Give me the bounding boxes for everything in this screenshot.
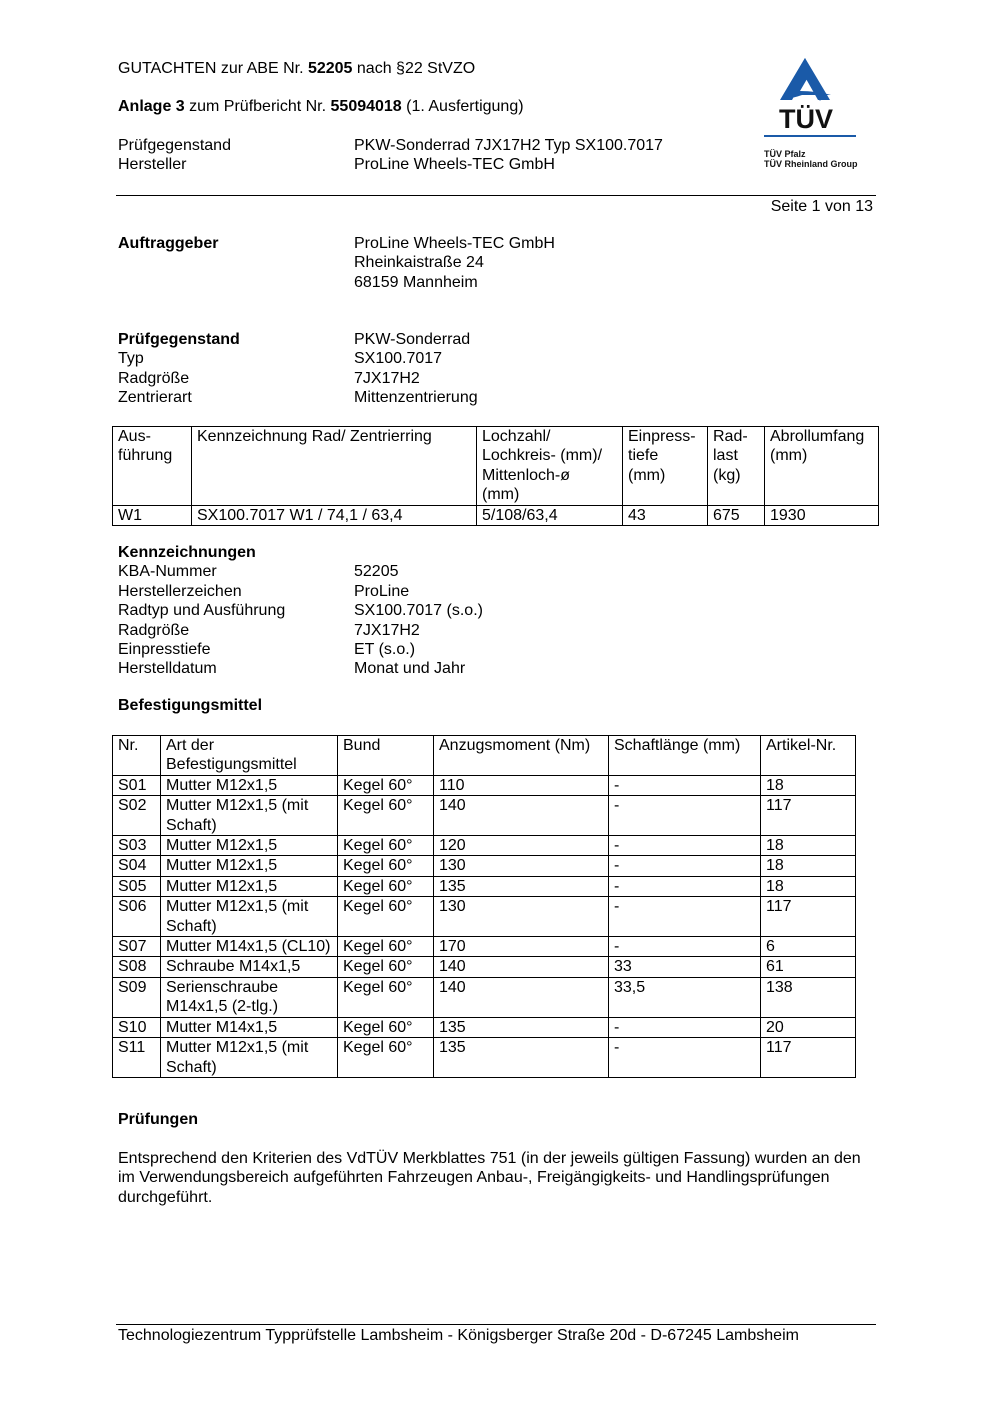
marking-value: Monat und Jahr [354,660,466,678]
table-header-cell: Rad- last (kg) [708,427,765,506]
markings-title: Kennzeichnungen [118,544,256,561]
document-page: GUTACHTEN zur ABE Nr. 52205 nach §22 StVZO Anlage 3 zum Prüfbericht Nr. 55094018 (1. Ausfertigung) Prüfgegenstand PKW-Sonderrad 7JX17H2 Typ SX100.7017 Hersteller ProLine Wheels-TEC GmbH TÜV TÜV Pfalz TÜV Rheinland Group Seite 1 von 13 Auftraggeber ProLine Wheels-TEC GmbH Rheinkaistraße 24 68159 Mannheim Prüfgegenstand PKW-Sonderrad Typ SX100.7017 Radgröße 7JX17H2 Zentrierart Mittenzentrierung Aus- führung Kennzeichnung Rad/ Zentrierring Lochzahl/ Lochkreis- (mm)/ Mittenloch-ø (mm) Einpress- tiefe (mm) Rad- last (kg) Abrollumfang (mm) W1 SX100.7017 W1 / 74,1 / 63,4 5/108/63,4 43 675 1930 Kennzeichnungen KBA-Nummer 52205 Herstellerzeichen ProLine Radtyp und Ausführung SX100.7017 (s.o.) Radgröße 7JX17H2 Einpresstiefe ET (s.o.) Herstelldatum Monat und Jahr Befestigungsmittel Nr. Art der Befestigungsmittel Bund Anzugsmoment (Nm) Schaftlänge (mm) Artikel-Nr. S01 Mutter M12x1,5 Kegel 60° 110 - 18 S02 Mutter M12x1,5 (mit Schaft) Kegel 60° 140 - 117 S03 Mutter M12x1,5 Kegel 60° 120 - 18 S04 Mutter M12x1,5 Kegel 60° 130 - 18 S05 Mutter M12x1,5 Kegel 60° 135 - 18 S06 Mutter M12x1,5 (mit Schaft) Kegel 60° 130 - 117 S07 Mutter M14x1,5 (CL10) Kegel 60° 170 - 6 S08 Schraube M14x1,5 Kegel 60° 140 33 61 S09 Serienschraube M14x1,5 (2-tlg.) Kegel 60° 140 33,5 138 S10 Mutter M14x1,5 Kegel 60° 135 - 20 S11 Mutter M12x1,5 (mit Schaft) Kegel 60° 135 - 117 Prüfungen Entsprechend den Kriterien des VdTÜV Merkblattes 751 (in der jeweils gültigen Fassung) wurden an den im Verwendungsbereich aufgeführten Fahrzeugen Anbau-, Freigängigkeits- und Handlingsprüfungen durchgeführt. Technologiezentrum Typprüfstelle Lambsheim - Königsberger Straße 20d - D-67245 Lambsheim [0,0,992,1404]
svg-text:TÜV Rheinland Group: TÜV Rheinland Group [764,159,858,169]
marking-label: Radgröße [118,621,190,639]
table-cell: 135 [434,876,609,896]
table-cell: Kegel 60° [338,796,434,836]
table-cell: 140 [434,796,609,836]
table-cell: 117 [761,796,856,836]
table-cell: S04 [113,856,161,876]
table-cell: 110 [434,775,609,795]
table-row [113,505,879,525]
table-cell: - [609,1017,761,1037]
table-row [113,1017,856,1037]
table-row [113,775,856,795]
tuv-logo [752,55,862,178]
table-cell: 18 [761,836,856,856]
table-cell: 130 [434,856,609,876]
table-cell: 170 [434,937,609,957]
table-cell: Mutter M12x1,5 [161,856,338,876]
table-cell: Kegel 60° [338,957,434,977]
marking-value: 7JX17H2 [354,621,420,639]
svg-text:TÜV Pfalz: TÜV Pfalz [764,149,806,159]
table-header-cell: Bund [338,736,434,776]
tests-text: Entsprechend den Kriterien des VdTÜV Merkblattes 751 (in der jeweils gültigen Fassung) wurden an den im Verwendungsbereich aufgeführten Fahrzeugen Anbau-, Freigängigkeits- und Handlingsprüfungen durchgeführt. [118,1150,861,1206]
table-cell: 120 [434,836,609,856]
table-cell: Kegel 60° [338,856,434,876]
table-row [113,937,856,957]
table-row [113,856,856,876]
table-cell: - [609,796,761,836]
table-cell: S07 [113,937,161,957]
table-cell: Kegel 60° [338,897,434,937]
table-cell: S05 [113,876,161,896]
table-cell: 140 [434,977,609,1017]
table-cell: 140 [434,957,609,977]
table-cell: - [609,836,761,856]
table-cell: S10 [113,1017,161,1037]
table-cell: 1930 [765,505,879,525]
table-header-cell: Lochzahl/ Lochkreis- (mm)/ Mittenloch-ø (mm) [477,427,623,506]
table-cell: 5/108/63,4 [477,505,623,525]
table-cell: 138 [761,977,856,1017]
table-cell: Mutter M12x1,5 [161,876,338,896]
table-header-cell: Aus- führung [113,427,192,506]
table-cell: 6 [761,937,856,957]
table-cell: - [609,856,761,876]
report-title: GUTACHTEN zur ABE Nr. 52205 nach §22 StVZO [118,60,476,77]
table-cell: Kegel 60° [338,775,434,795]
table-cell: W1 [113,505,192,525]
table-cell: S08 [113,957,161,977]
table-cell: Mutter M12x1,5 (mit Schaft) [161,796,338,836]
table-cell: 135 [434,1038,609,1078]
table-cell: - [609,937,761,957]
table-cell: 61 [761,957,856,977]
marking-value: SX100.7017 (s.o.) [354,602,483,620]
marking-value: 52205 [354,563,399,581]
table-cell: - [609,775,761,795]
marking-label: KBA-Nummer [118,563,217,581]
marking-value: ET (s.o.) [354,641,416,658]
table-cell: S06 [113,897,161,937]
table-cell: Mutter M12x1,5 [161,836,338,856]
tests-title: Prüfungen [118,1111,198,1128]
table-header-cell: Art der Befestigungsmittel [161,736,338,776]
table-cell: S02 [113,796,161,836]
table-cell: 18 [761,775,856,795]
table-row [113,957,856,977]
table-cell: - [609,897,761,937]
table-cell: Mutter M12x1,5 (mit Schaft) [161,1038,338,1078]
annex-line: Anlage 3 zum Prüfbericht Nr. 55094018 (1. Ausfertigung) [118,98,524,115]
table-cell: 20 [761,1017,856,1037]
table-row [113,836,856,856]
table-cell: 117 [761,1038,856,1078]
table-cell: Kegel 60° [338,836,434,856]
table-header-cell: Nr. [113,736,161,776]
table-cell: Mutter M14x1,5 [161,1017,338,1037]
table-header-cell: Abrollumfang (mm) [765,427,879,506]
table-cell: - [609,1038,761,1078]
table-cell: 33 [609,957,761,977]
table-cell: Mutter M14x1,5 (CL10) [161,937,338,957]
fasteners-title: Befestigungsmittel [118,697,263,714]
wheel-table [112,426,879,526]
marking-value: ProLine [354,582,410,600]
table-row [113,897,856,937]
table-header-row [113,427,879,506]
table-cell: 675 [708,505,765,525]
footer-divider [116,1324,876,1325]
table-cell: S09 [113,977,161,1017]
table-cell: 33,5 [609,977,761,1017]
marking-label: Radtyp und Ausführung [118,602,286,620]
table-cell: 18 [761,876,856,896]
fasteners-table [112,735,856,1078]
table-cell: Kegel 60° [338,977,434,1017]
table-cell: Mutter M12x1,5 [161,775,338,795]
table-row [113,796,856,836]
marking-label: Herstelldatum [118,660,217,678]
table-cell: Kegel 60° [338,937,434,957]
table-cell: - [609,876,761,896]
table-cell: S03 [113,836,161,856]
table-cell: 43 [623,505,708,525]
table-cell: 135 [434,1017,609,1037]
table-cell: 117 [761,897,856,937]
svg-text:TÜV: TÜV [779,104,833,134]
table-cell: 130 [434,897,609,937]
table-cell: Schraube M14x1,5 [161,957,338,977]
table-cell: Kegel 60° [338,876,434,896]
page-number: Seite 1 von 13 [770,198,873,215]
header-divider [116,195,876,196]
table-header-cell: Schaftlänge (mm) [609,736,761,776]
table-header-cell: Kennzeichnung Rad/ Zentrierring [192,427,477,506]
table-cell: Kegel 60° [338,1017,434,1037]
table-row [113,977,856,1017]
table-cell: S01 [113,775,161,795]
table-header-row [113,736,856,776]
table-header-cell: Artikel-Nr. [761,736,856,776]
table-cell: 18 [761,856,856,876]
table-cell: S11 [113,1038,161,1078]
tuv-triangle-icon [752,55,862,173]
table-cell: SX100.7017 W1 / 74,1 / 63,4 [192,505,477,525]
table-row [113,1038,856,1078]
marking-label: Herstellerzeichen [118,582,242,600]
table-cell: Mutter M12x1,5 (mit Schaft) [161,897,338,937]
footer-address: Technologiezentrum Typprüfstelle Lambsheim - Königsberger Straße 20d - D-67245 Lambsheim [118,1327,799,1344]
table-row [113,876,856,896]
table-header-cell: Einpress- tiefe (mm) [623,427,708,506]
table-header-cell: Anzugsmoment (Nm) [434,736,609,776]
table-cell: Kegel 60° [338,1038,434,1078]
table-cell: Serienschraube M14x1,5 (2-tlg.) [161,977,338,1017]
marking-label: Einpresstiefe [118,641,211,658]
